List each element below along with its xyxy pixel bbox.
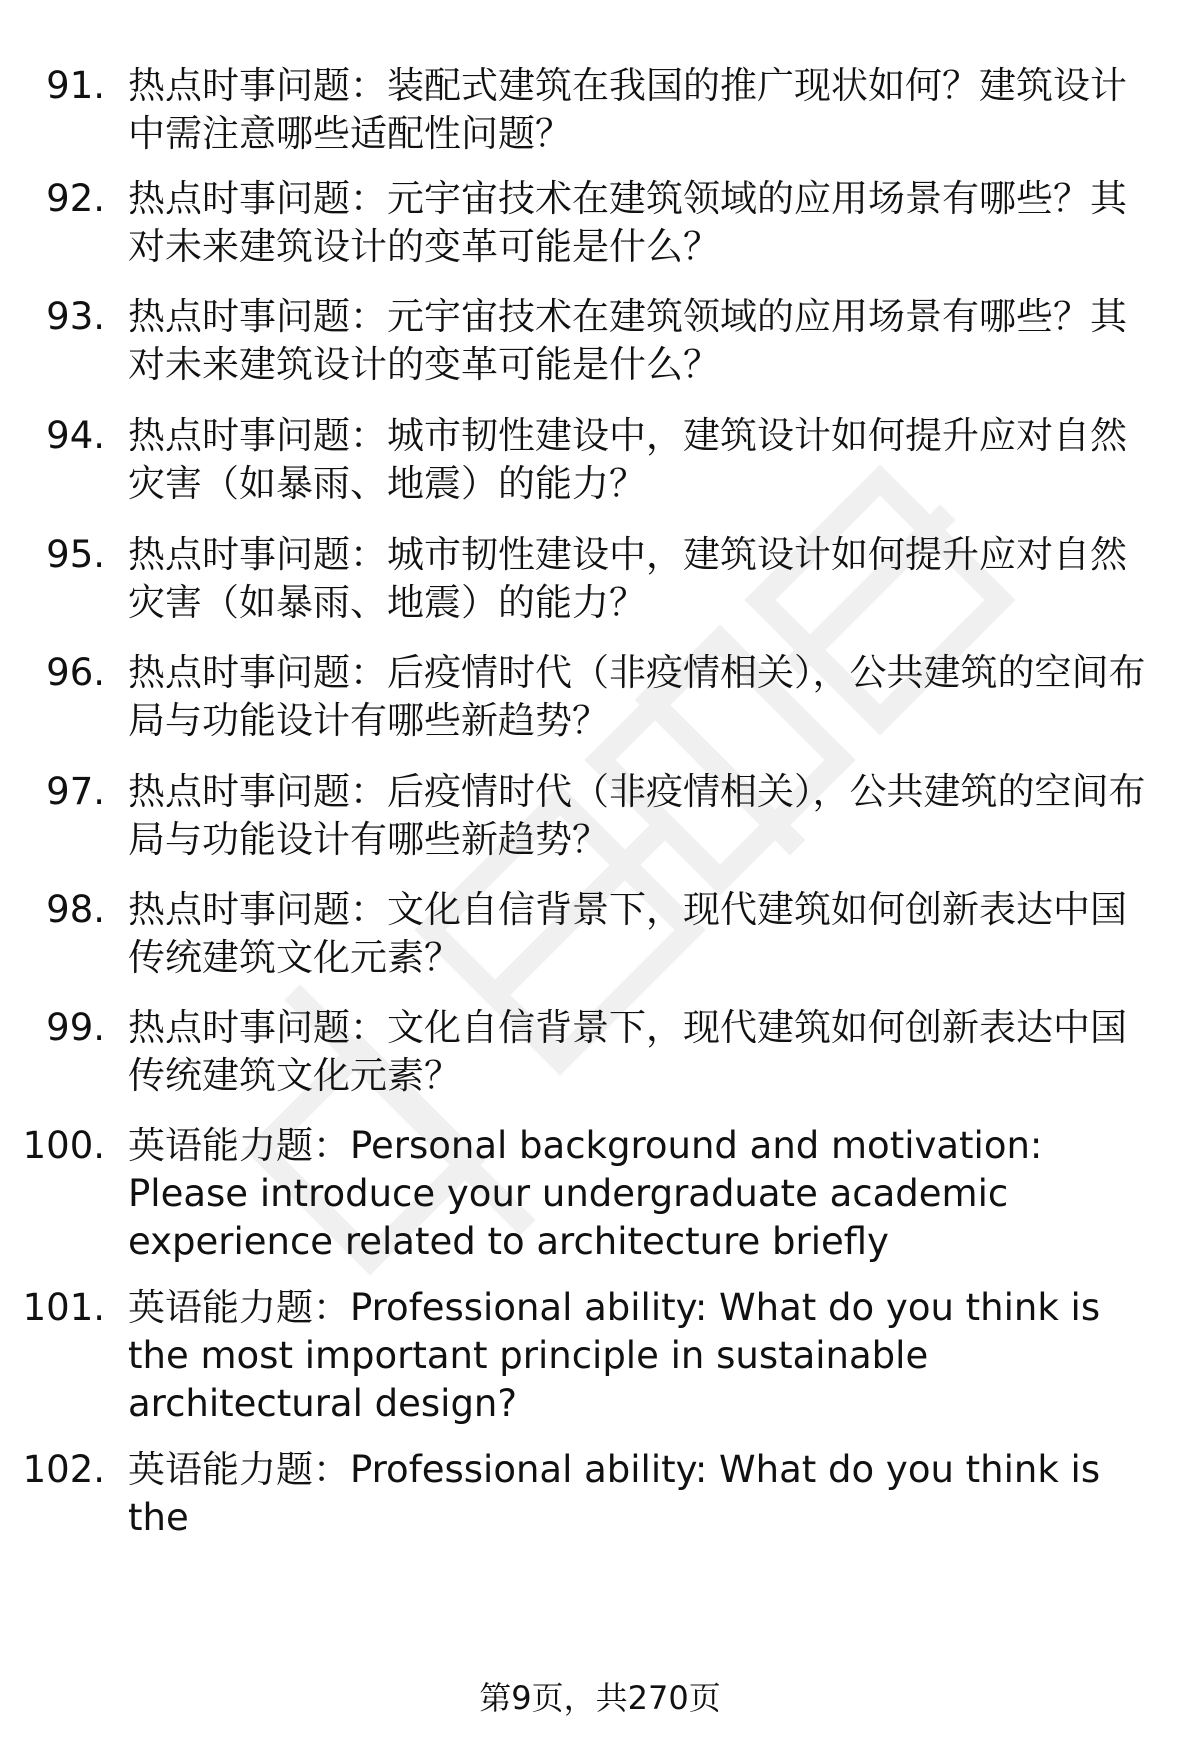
question-text: 热点时事问题：城市韧性建设中，建筑设计如何提升应对自然灾害（如暴雨、地震）的能力？ <box>128 414 1127 505</box>
question-number: 96. <box>46 651 105 694</box>
page-footer: 第9页，共270页 <box>479 1679 721 1717</box>
question-text: 英语能力题：Professional ability: What do you think is the <box>128 1448 1101 1539</box>
question-number: 100. <box>22 1124 105 1167</box>
question-number: 94. <box>46 414 105 457</box>
question-number: 98. <box>46 888 105 931</box>
question-text: 热点时事问题：城市韧性建设中，建筑设计如何提升应对自然灾害（如暴雨、地震）的能力？ <box>128 533 1127 624</box>
question-number: 102. <box>22 1448 105 1491</box>
question-text: 热点时事问题：后疫情时代（非疫情相关），公共建筑的空间布局与功能设计有哪些新趋势？ <box>128 770 1146 861</box>
question-number: 97. <box>46 770 105 813</box>
question-number: 95. <box>46 533 105 576</box>
question-text: 热点时事问题：文化自信背景下，现代建筑如何创新表达中国传统建筑文化元素？ <box>128 888 1127 979</box>
question-text: 英语能力题：Personal background and motivation: Please introduce your undergraduate academic experience related to architecture briefly <box>128 1124 1043 1263</box>
question-text: 热点时事问题：元宇宙技术在建筑领域的应用场景有哪些？其对未来建筑设计的变革可能是什么？ <box>128 177 1127 268</box>
question-text: 热点时事问题：元宇宙技术在建筑领域的应用场景有哪些？其对未来建筑设计的变革可能是什么？ <box>128 295 1127 386</box>
question-text: 热点时事问题：文化自信背景下，现代建筑如何创新表达中国传统建筑文化元素？ <box>128 1006 1127 1097</box>
question-number: 91. <box>46 64 105 107</box>
question-number: 101. <box>22 1286 105 1329</box>
question-text: 英语能力题：Professional ability: What do you think is the most important principle in sustainable architectural design? <box>128 1286 1101 1425</box>
question-number: 92. <box>46 177 105 220</box>
question-number: 93. <box>46 295 105 338</box>
question-text: 热点时事问题：装配式建筑在我国的推广现状如何？建筑设计中需注意哪些适配性问题？ <box>128 64 1127 155</box>
question-text: 热点时事问题：后疫情时代（非疫情相关），公共建筑的空间布局与功能设计有哪些新趋势？ <box>128 651 1146 742</box>
question-number: 99. <box>46 1006 105 1049</box>
